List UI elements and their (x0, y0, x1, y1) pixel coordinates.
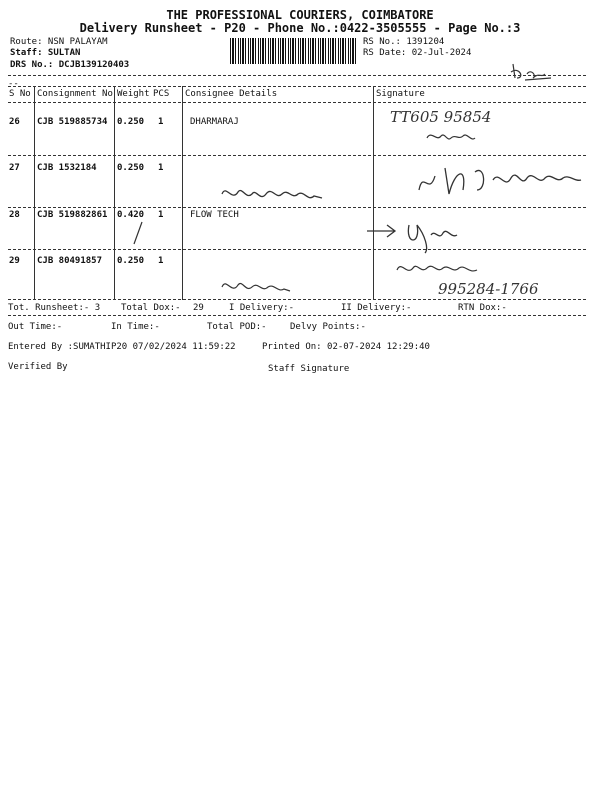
out-time-label: Out Time:- (8, 322, 63, 332)
col-divider (114, 86, 115, 300)
row-consignee: FLOW TECH (190, 210, 239, 220)
handwritten-signature (415, 160, 585, 200)
row-pcs: 1 (158, 210, 164, 220)
delvy-points-label: Delvy Points:- (290, 322, 366, 332)
rule-table-bottom (8, 299, 586, 300)
row-pcs: 1 (158, 256, 164, 266)
col-divider (373, 86, 374, 300)
col-divider (34, 86, 35, 300)
rule-header-top (8, 86, 586, 87)
dash-marker: -- (8, 79, 19, 89)
col-header-consignment: Consignment No (37, 89, 113, 99)
col-header-consignee: Consignee Details (185, 89, 278, 99)
row-weight: 0.250 (117, 256, 145, 266)
row-weight: 0.420 (117, 210, 145, 220)
row-consignment: CJB 519885734 (37, 117, 108, 127)
route-label: Route: NSN PALAYAM (10, 37, 108, 47)
ii-delivery-label: II Delivery:- (341, 303, 412, 313)
row-divider (8, 155, 586, 156)
handwritten-signature (425, 128, 485, 146)
row-pcs: 1 (158, 163, 164, 173)
handwritten-phone: TT605 95854 (390, 108, 492, 126)
col-header-pcs: PCS (153, 89, 170, 99)
rtn-dox-label: RTN Dox:- (458, 303, 507, 313)
row-divider (8, 207, 586, 208)
row-consignment: CJB 80491857 (37, 256, 103, 266)
rs-number: RS No.: 1391204 (363, 37, 445, 47)
col-header-weight: Weight (117, 89, 150, 99)
row-sno: 27 (9, 163, 20, 173)
row-weight: 0.250 (117, 117, 145, 127)
row-sno: 26 (9, 117, 20, 127)
tot-runsheet: Tot. Runsheet:- 3 (8, 303, 101, 313)
staff-signature-label: Staff Signature (268, 364, 350, 374)
rule-totals (8, 315, 586, 316)
drs-number: DRS No.: DCJB139120403 (10, 60, 130, 70)
barcode-image (230, 38, 358, 64)
col-divider (182, 86, 183, 300)
verified-by-label: Verified By (8, 362, 68, 372)
col-header-signature: Signature (376, 89, 425, 99)
i-delivery-label: I Delivery:- (229, 303, 295, 313)
row-consignment: CJB 1532184 (37, 163, 97, 173)
row-divider (8, 249, 586, 250)
handwritten-consignee-name (218, 180, 328, 206)
row-weight: 0.250 (117, 163, 145, 173)
total-dox-label: Total Dox:- (121, 303, 181, 313)
printed-on: Printed On: 02-07-2024 12:29:40 (262, 342, 430, 352)
row-sno: 28 (9, 210, 20, 220)
rs-date: RS Date: 02-Jul-2024 (363, 48, 472, 58)
entered-by: Entered By :SUMATHIP20 07/02/2024 11:59:22 (8, 342, 236, 352)
staff-label: Staff: SULTAN (10, 48, 81, 58)
row-sno: 29 (9, 256, 20, 266)
runsheet-title: Delivery Runsheet - P20 - Phone No.:0422-3505555 - Page No.:3 (79, 21, 521, 35)
col-header-sno: S No (9, 89, 31, 99)
handwritten-consignee-name (218, 275, 298, 297)
row-pcs: 1 (158, 117, 164, 127)
company-name: THE PROFESSIONAL COURIERS, COIMBATORE (166, 8, 434, 22)
row-consignment: CJB 519882861 (37, 210, 108, 220)
handwritten-phone: 995284-1766 (438, 280, 539, 298)
initials-signature (505, 60, 555, 82)
rule-header-bottom (8, 102, 586, 103)
total-pod-label: Total POD:- (207, 322, 267, 332)
in-time-label: In Time:- (111, 322, 160, 332)
total-dox-value: 29 (193, 303, 204, 313)
handwritten-signature (395, 258, 495, 278)
tick-mark (128, 220, 148, 246)
row-consignee: DHARMARAJ (190, 117, 239, 127)
rule-top (8, 75, 586, 76)
